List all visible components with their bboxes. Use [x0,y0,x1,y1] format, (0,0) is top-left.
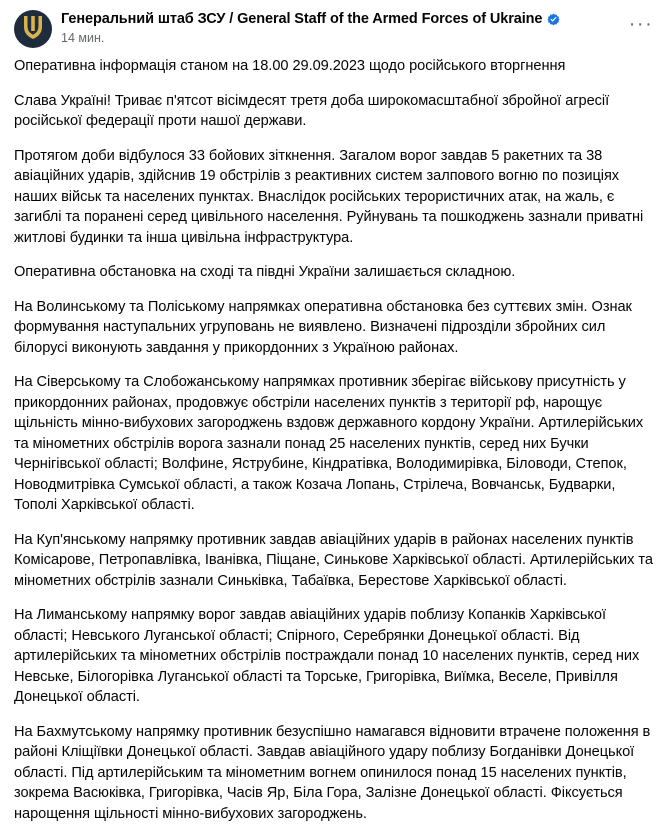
post-paragraph: На Бахмутському напрямку противник безуспішно намагався відновити втрачене положення в районі Кліщіївки Донецької області. Завдав авіаційного удару поблизу Богданівки Донецької області. Під артилерійським та мінометним вогнем опинилося понад 15 населених пунктів, зокрема Васюківка, Григорівка, Часів Яр, Біла Гора, Залізне Донецької області. Фіксується нарощення щільності мінно-вибухових загороджень. [14,722,657,824]
post-paragraph: На Волинському та Поліському напрямках оперативна обстановка без суттєвих змін. Ознак формування наступальних угруповань не виявлено. Визначені підрозділи збройних сил білорусі виконують завдання у прикордонних з Україною районах. [14,297,657,359]
trident-emblem-icon [22,14,44,45]
verified-badge-icon [547,13,560,26]
post-timestamp[interactable]: 14 мин. [61,31,104,46]
post-meta [61,31,625,46]
post-paragraph: Протягом доби відбулося 33 бойових зіткнення. Загалом ворог завдав 5 ракетних та 38 авіаційних ударів, здійснив 19 обстрілів з реактивних систем залпового вогню по позиціях наших військ та населених пунктах. Внаслідок російських терористичних атак, на жаль, є загиблі та поранені серед цивільного населення. Руйнувань та пошкоджень зазнали приватні житлові будинки та інша цивільна інфраструктура. [14,146,657,249]
post-paragraph: Оперативна інформація станом на 18.00 29.09.2023 щодо російського вторгнення [14,56,657,77]
page-name[interactable]: Генеральний штаб ЗСУ / General Staff of the Armed Forces of Ukraine [61,11,542,28]
post-paragraph: Оперативна обстановка на сході та півдні України залишається складною. [14,262,657,283]
post-header [14,10,657,48]
post-header-text [61,10,625,46]
page-name-row [61,11,625,28]
avatar[interactable] [14,10,52,48]
post-body [14,56,657,824]
post-paragraph: На Сіверському та Слобожанському напрямках противник зберігає військову присутність у прикордонних районах, продовжує обстріли населених пунктів з території рф, нарощує щільність мінно-вибухових загороджень вздовж державного кордону України. Артилерійських та мінометних обстрілів ворога зазнали понад 25 населених пунктів, серед них Бучки Чернігівської області; Волфине, Яструбине, Кіндратівка, Володимирівка, Біловоди, Степок, Новодмитрівка Сумської області, а також Козача Лопань, Стрілеча, Вовчанськ, Будварки, Тополі Харківської області. [14,372,657,516]
post-paragraph: На Куп'янському напрямку противник завдав авіаційних ударів в районах населених пунктів Комісарове, Петропавлівка, Іванівка, Піщане, Синькове Харківської області. Артилерійських та мінометних обстрілів зазнали Синьківка, Табаївка, Берестове Харківської області. [14,530,657,592]
post-paragraph: На Лиманському напрямку ворог завдав авіаційних ударів поблизу Копанків Харківської області; Невського Луганської області; Спірного, Серебрянки Донецької області. Від артилерійських та мінометних обстрілів постраждали понад 10 населених пунктів, серед них Невське, Білогорівка Луганської області та Торське, Григорівка, Виїмка, Веселе, Привілля Донецької області. [14,605,657,708]
post-options-menu-icon[interactable]: ··· [625,8,657,40]
post-paragraph: Слава Україні! Триває п'ятсот вісімдесят третя доба широкомасштабної збройної агресії російської федерації проти нашої держави. [14,91,657,132]
